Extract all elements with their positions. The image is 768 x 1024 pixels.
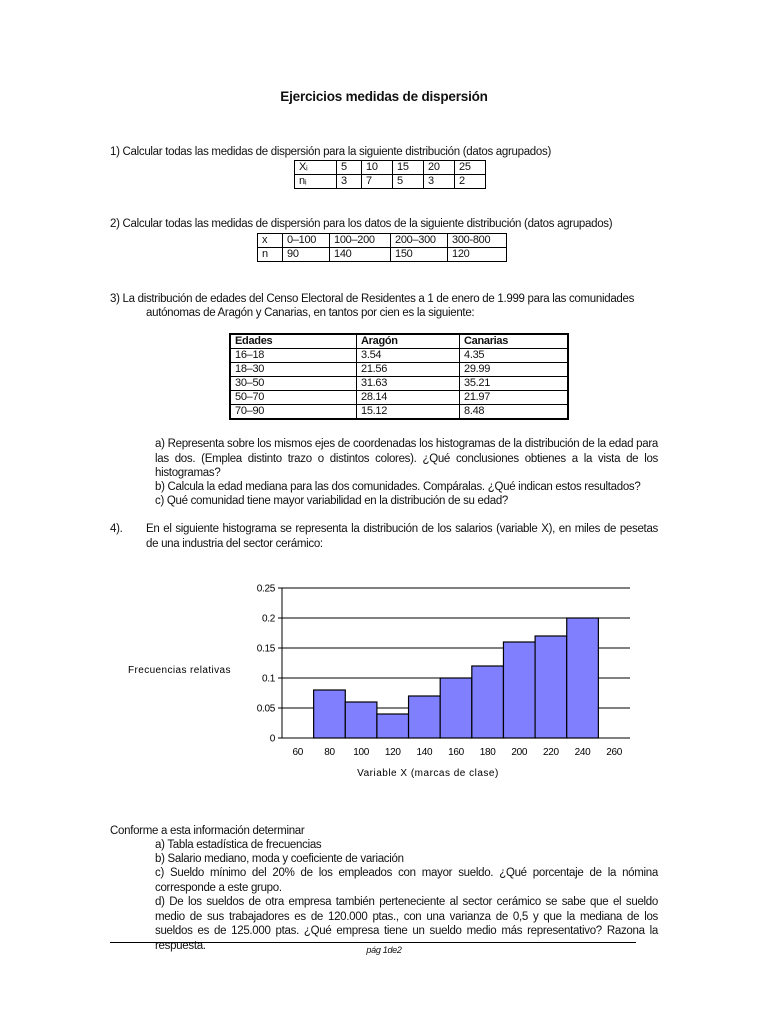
exercise-2-text: 2) Calcular todas las medidas de dispersión para los datos de la siguiente distribución (datos agrupados) bbox=[110, 218, 613, 230]
table-cell: 150 bbox=[391, 248, 448, 262]
x-tick-label: 240 bbox=[574, 747, 591, 758]
conclusion-item-c: c) Sueldo mínimo del 20% de los empleados con mayor sueldo. ¿Qué porcentaje de la nómina corresponde a este grupo. bbox=[155, 867, 658, 894]
table-cell: 15.12 bbox=[357, 405, 460, 420]
table-cell: 50–70 bbox=[230, 391, 357, 405]
table-cell: 140 bbox=[330, 248, 391, 262]
table-cell: 30–50 bbox=[230, 377, 357, 391]
table-cell: 5 bbox=[393, 175, 424, 189]
y-tick-label: 0.15 bbox=[256, 643, 275, 655]
table-row bbox=[230, 391, 568, 405]
conclusion-item-a: a) Tabla estadística de frecuencias bbox=[155, 839, 322, 851]
page-number: pág 1de2 bbox=[366, 945, 402, 955]
exercise-3-question-a: a) Representa sobre los mismos ejes de coordenadas los histogramas de la distribución de la edad para las dos. (Emplea distinto trazo o distintos colores). ¿Qué conclusiones obtienes a la vista de los histogramas? bbox=[155, 438, 658, 479]
footer-divider bbox=[110, 942, 636, 943]
table-cell: 29.99 bbox=[460, 363, 569, 377]
table-cell: 10 bbox=[362, 161, 393, 175]
histogram-bar bbox=[409, 696, 441, 738]
exercise-1-text: 1) Calcular todas las medidas de dispersión para la siguiente distribución (datos agrupados) bbox=[110, 146, 551, 158]
histogram-bar bbox=[472, 666, 504, 738]
table-header-row bbox=[230, 334, 568, 349]
x-tick-label: 100 bbox=[353, 747, 369, 758]
conclusion-intro: Conforme a esta información determinar bbox=[110, 825, 305, 837]
exercise-3-text-line2: autónomas de Aragón y Canarias, en tantos por cien es la siguiente: bbox=[146, 307, 475, 319]
histogram-bar bbox=[377, 714, 409, 738]
x-tick-label: 140 bbox=[416, 747, 433, 758]
table-cell: n bbox=[258, 248, 283, 262]
table-cell: 5 bbox=[337, 161, 362, 175]
table-cell: 21.56 bbox=[357, 363, 460, 377]
exercise-3-table bbox=[229, 333, 569, 420]
table-cell: 3 bbox=[337, 175, 362, 189]
table-cell: 3.54 bbox=[357, 349, 460, 363]
table-row bbox=[230, 405, 568, 420]
exercise-4-text: En el siguiente histograma se representa la distribución de los salarios (variable X), en miles de pesetas de una industria del sector cerámico: bbox=[146, 523, 658, 550]
table-row bbox=[230, 377, 568, 391]
table-cell: 100–200 bbox=[330, 234, 391, 248]
table-cell: x bbox=[258, 234, 283, 248]
table-cell: 16–18 bbox=[230, 349, 357, 363]
table-cell: 31.63 bbox=[357, 377, 460, 391]
table-cell: 7 bbox=[362, 175, 393, 189]
table-cell: 0–100 bbox=[283, 234, 330, 248]
table-header: Canarias bbox=[460, 334, 569, 349]
table-row bbox=[258, 234, 507, 248]
table-cell: 35.21 bbox=[460, 377, 569, 391]
table-cell: 300-800 bbox=[448, 234, 507, 248]
conclusion-item-b: b) Salario mediano, moda y coeficiente de variación bbox=[155, 853, 404, 865]
table-header: Aragón bbox=[357, 334, 460, 349]
table-header: Edades bbox=[230, 334, 357, 349]
x-tick-label: 260 bbox=[606, 747, 623, 758]
table-cell: 8.48 bbox=[460, 405, 569, 420]
exercise-3-text-line1: 3) La distribución de edades del Censo Electoral de Residentes a 1 de enero de 1.999 para las comunidades bbox=[110, 293, 635, 305]
table-cell: 15 bbox=[393, 161, 424, 175]
table-cell: 20 bbox=[424, 161, 455, 175]
x-tick-label: 120 bbox=[384, 747, 401, 758]
histogram-bar bbox=[535, 636, 567, 738]
table-cell: 120 bbox=[448, 248, 507, 262]
table-cell: 3 bbox=[424, 175, 455, 189]
table-row bbox=[295, 161, 486, 175]
y-tick-label: 0 bbox=[269, 733, 275, 745]
table-cell: 2 bbox=[455, 175, 486, 189]
y-tick-label: 0.05 bbox=[256, 703, 275, 715]
exercise-2-table bbox=[257, 233, 507, 262]
histogram-bar bbox=[314, 690, 346, 738]
histogram-bar bbox=[503, 642, 535, 738]
table-row bbox=[230, 349, 568, 363]
table-cell: 200–300 bbox=[391, 234, 448, 248]
exercise-4-number: 4). bbox=[110, 523, 123, 535]
x-tick-label: 180 bbox=[479, 747, 496, 758]
x-tick-label: 80 bbox=[324, 747, 335, 758]
page-title: Ejercicios medidas de dispersión bbox=[280, 89, 488, 104]
exercise-1-table bbox=[294, 160, 486, 189]
y-tick-label: 0.1 bbox=[261, 673, 275, 685]
table-row bbox=[258, 248, 507, 262]
table-cell: 21.97 bbox=[460, 391, 569, 405]
x-tick-label: 60 bbox=[292, 747, 304, 758]
x-tick-label: 220 bbox=[543, 747, 559, 758]
table-cell: 70–90 bbox=[230, 405, 357, 420]
table-cell: 25 bbox=[455, 161, 486, 175]
histogram-bar bbox=[345, 702, 377, 738]
conclusion-item-d: d) De los sueldos de otra empresa también perteneciente al sector cerámico se sabe que el sueldo medio de sus trabajadores es de 120.000 ptas., con una varianza de 0,5 y que la mediana de los sueldos es de 125.000 ptas. ¿Qué empresa tiene un sueldo medio más representativo? Razona la respuesta. bbox=[155, 896, 658, 952]
y-axis-label: Frecuencias relativas bbox=[128, 665, 231, 676]
table-cell: nᵢ bbox=[295, 175, 337, 189]
table-row bbox=[295, 175, 486, 189]
table-cell: 28.14 bbox=[357, 391, 460, 405]
table-cell: 90 bbox=[283, 248, 330, 262]
histogram-bar bbox=[567, 618, 599, 738]
x-axis-label: Variable X (marcas de clase) bbox=[357, 768, 499, 779]
y-tick-label: 0.2 bbox=[261, 613, 275, 625]
exercise-3-question-b: b) Calcula la edad mediana para las dos comunidades. Compáralas. ¿Qué indican estos resultados? bbox=[155, 481, 641, 493]
table-row bbox=[230, 363, 568, 377]
table-cell: 18–30 bbox=[230, 363, 357, 377]
salary-histogram bbox=[110, 570, 658, 795]
x-tick-label: 200 bbox=[511, 747, 528, 758]
x-tick-label: 160 bbox=[448, 747, 464, 758]
exercise-3-question-c: c) Qué comunidad tiene mayor variabilidad en la distribución de su edad? bbox=[155, 495, 509, 507]
table-cell: Xᵢ bbox=[295, 161, 337, 175]
table-cell: 4.35 bbox=[460, 349, 569, 363]
y-tick-label: 0.25 bbox=[256, 583, 275, 595]
histogram-bar bbox=[440, 678, 472, 738]
